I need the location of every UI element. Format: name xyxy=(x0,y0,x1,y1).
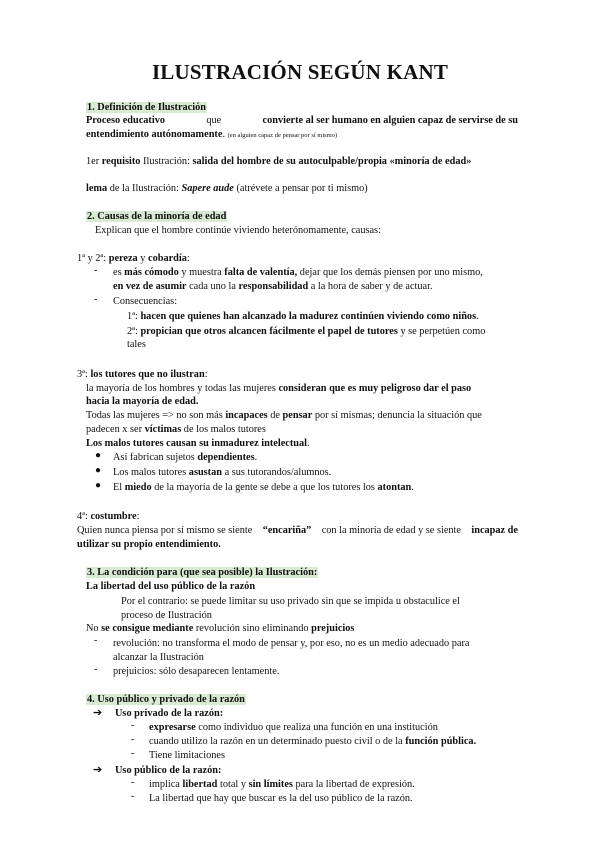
revolution-line-1: revolución: no transforma el modo de pensar y, por eso, no es un medio adecuado para xyxy=(113,638,470,649)
no-revolution-line: No se consigue mediante revolución sino eliminando prejuicios xyxy=(86,623,355,634)
tutors-line-5: Los malos tutores causan su inmadurez intelectual. xyxy=(86,438,310,449)
dot-bullet: ● xyxy=(95,450,102,461)
bullet-fear: El miedo de la mayoría de la gente se debe a que los tutores los atontan. xyxy=(113,482,414,493)
consequence-2-cont: tales xyxy=(127,339,146,350)
dot-bullet: ● xyxy=(95,465,102,476)
custom-line-2: utilizar su propio entendimiento. xyxy=(77,539,221,550)
dash-bullet: - xyxy=(131,720,135,731)
dash-bullet: - xyxy=(94,265,98,276)
public-use-item-1: implica libertad total y sin límites para la libertad de expresión. xyxy=(149,779,415,790)
tutors-line-1: la mayoría de los hombres y todas las mujeres consideran que es muy peligroso dar el paso xyxy=(86,383,472,394)
consequence-1: 1ª: hacen que quienes han alcanzado la madurez continúen viviendo como niños. xyxy=(127,311,479,322)
dot-bullet: ● xyxy=(95,480,102,491)
cause-1-2: 1ª y 2ª: pereza y cobardía: xyxy=(77,253,190,264)
tutors-line-4: padecen x ser víctimas de los malos tutores xyxy=(86,424,266,435)
public-use-item-2: La libertad que hay que buscar es la del uso público de la razón. xyxy=(149,793,413,804)
lema-line: lema de la Ilustración: Sapere aude (atrévete a pensar por ti mismo) xyxy=(86,183,368,194)
custom-line-1: Quien nunca piensa por sí mismo se siente “encariña” con la minoría de edad y se siente incapaz de xyxy=(77,525,518,536)
public-use-heading: Uso público de la razón: xyxy=(115,765,222,776)
definition-line-2: entendimiento autónomamente. (en alguien capaz de pensar por sí mismo) xyxy=(86,129,338,140)
bullet-dependents: Así fabrican sujetos dependientes. xyxy=(113,452,258,463)
comfort-line-2: en vez de asumir cada uno la responsabilidad a la hora de saber y de actuar. xyxy=(113,281,433,292)
section-2-heading: 2. Causas de la minoría de edad xyxy=(87,211,227,222)
tutors-line-2: hacia la mayoría de edad. xyxy=(86,396,199,407)
arrow-right-icon: ➔ xyxy=(93,707,103,719)
bullet-frighten: Los malos tutores asustan a sus tutorandos/alumnos. xyxy=(113,467,332,478)
section-3-subheading: La libertad del uso público de la razón xyxy=(86,581,256,592)
arrow-right-icon: ➔ xyxy=(93,764,103,776)
requisite-line: 1er requisito Ilustración: salida del hombre de su autoculpable/propia «minoría de edad» xyxy=(86,156,472,167)
section-4-heading: 4. Uso público y privado de la razón xyxy=(87,694,245,705)
dash-bullet: - xyxy=(94,664,98,675)
dash-bullet: - xyxy=(131,734,135,745)
consequences-label: Consecuencias: xyxy=(113,296,178,307)
dash-bullet: - xyxy=(131,791,135,802)
private-limit-line-1: Por el contrario: se puede limitar su uso privado sin que se impida u obstaculice el xyxy=(121,596,460,607)
dash-bullet: - xyxy=(94,635,98,646)
dash-bullet: - xyxy=(94,294,98,305)
dash-bullet: - xyxy=(131,777,135,788)
private-use-item-2: cuando utilizo la razón en un determinado puesto civil o de la función pública. xyxy=(149,736,477,747)
definition-line-1: Proceso educativo que convierte al ser humano en alguien capaz de servirse de su xyxy=(86,115,518,126)
comfort-line-1: es más cómodo y muestra falta de valentía, dejar que los demás piensen por uno mismo, xyxy=(113,267,483,278)
dash-bullet: - xyxy=(131,748,135,759)
page-title: ILUSTRACIÓN SEGÚN KANT xyxy=(151,60,449,84)
cause-3: 3ª: los tutores que no ilustran: xyxy=(77,369,208,380)
section-1-heading: 1. Definición de Ilustración xyxy=(87,102,206,113)
prejudice-line: prejuicios: sólo desaparecen lentamente. xyxy=(113,666,280,677)
private-use-item-1: expresarse como individuo que realiza una función en una institución xyxy=(149,722,438,733)
private-use-heading: Uso privado de la razón: xyxy=(115,708,224,719)
private-limit-line-2: proceso de Ilustración xyxy=(121,610,212,621)
revolution-line-2: alcanzar la Ilustración xyxy=(113,652,204,663)
section-3-heading: 3. La condición para (que sea posible) la Ilustración: xyxy=(87,567,318,578)
cause-4: 4ª: costumbre: xyxy=(77,511,140,522)
consequence-2: 2ª: propician que otros alcancen fácilmente el papel de tutores y se perpetúen como xyxy=(127,326,486,337)
tutors-line-3: Todas las mujeres => no son más incapaces de pensar por sí mismas; denuncia la situación que xyxy=(86,410,482,421)
private-use-item-3: Tiene limitaciones xyxy=(149,750,225,761)
causes-intro: Explican que el hombre continúe viviendo heterónomamente, causas: xyxy=(95,225,381,236)
